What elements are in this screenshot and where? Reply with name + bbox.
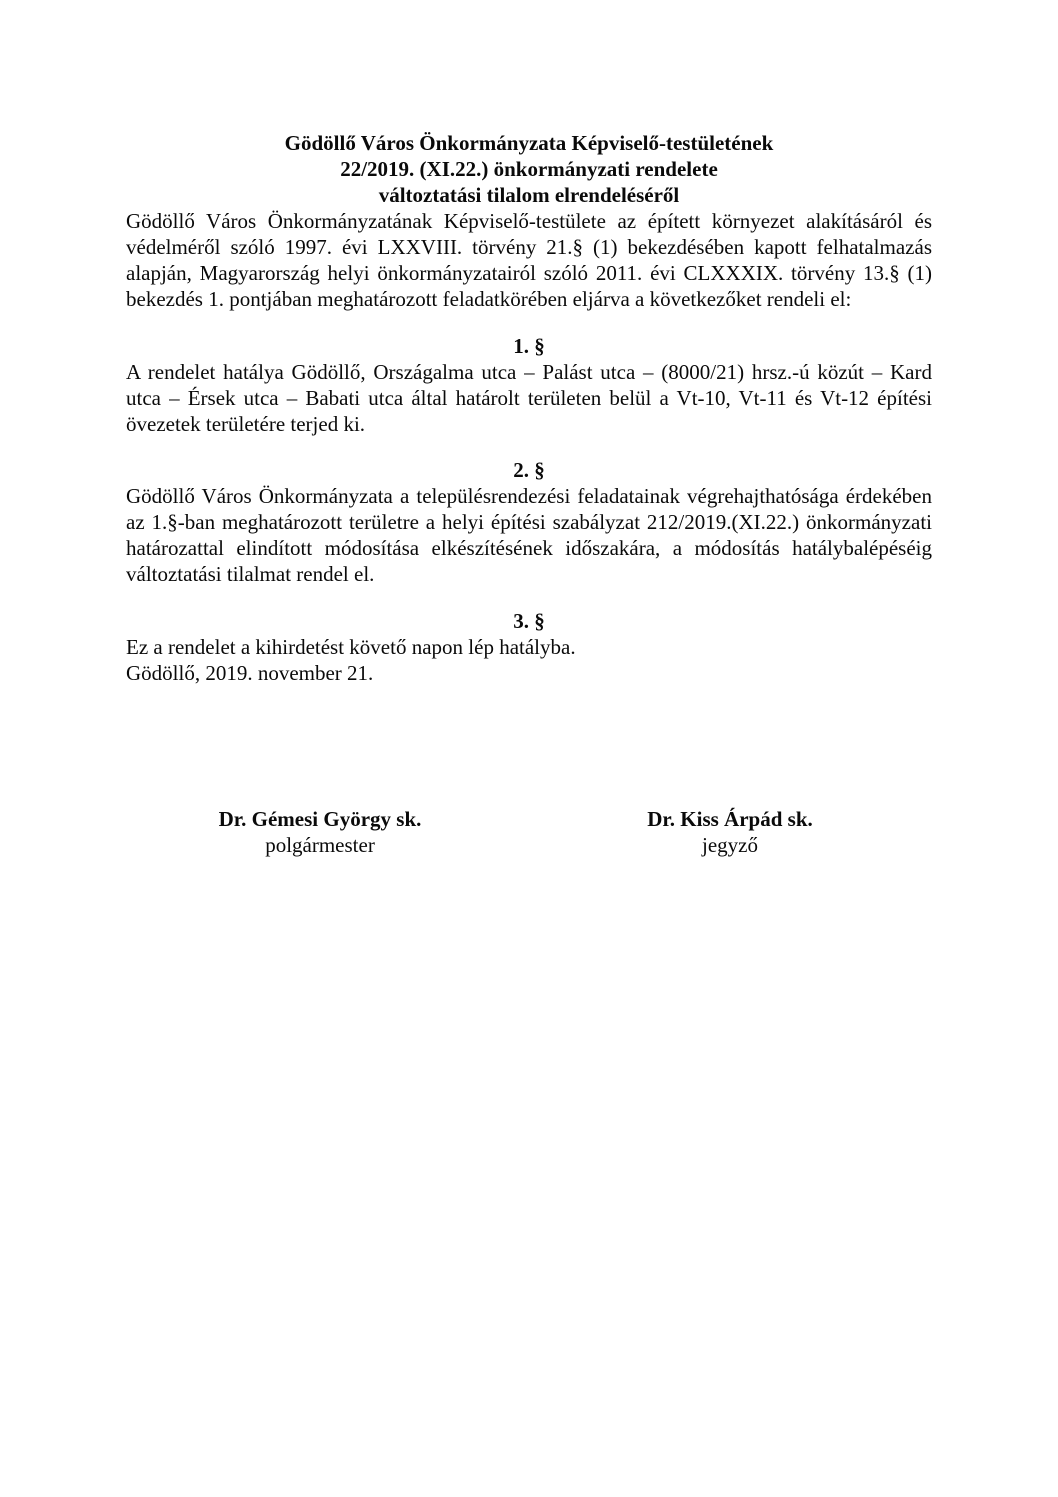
section-1-number: 1. § [513, 334, 545, 358]
signature-mayor-name: Dr. Gémesi György sk. [218, 807, 422, 831]
document-title [126, 130, 932, 208]
section-2-body: Gödöllő Város Önkormányzata a településrendezési feladatainak végrehajthatósága érdekében az 1.§-ban meghatározott területre a helyi építési szabályzat 212/2019.(XI.22.) önkormányzati határozattal elindított módosítása elkészítésének időszakára, a módosítás hatálybalépéséig változtatási tilalmat rendel el. [126, 484, 932, 586]
signature-clerk [560, 806, 900, 858]
dateline: Gödöllő, 2019. november 21. [126, 661, 374, 685]
signature-block [126, 806, 932, 858]
section-1-body: A rendelet hatálya Gödöllő, Országalma utca – Palást utca – (8000/21) hrsz.-ú közút – Kard utca – Érsek utca – Babati utca által határolt területen belül a Vt-10, Vt-11 és Vt-12 építési övezetek területére terjed ki. [126, 360, 932, 436]
preamble-paragraph: Gödöllő Város Önkormányzatának Képviselő-testülete az épített környezet alakításáról és védelméről szóló 1997. évi LXXVIII. törvény 21.§ (1) bekezdésében kapott felhatalmazás alapján, Magyarország helyi önkormányzatairól szóló 2011. évi CLXXXIX. törvény 13.§ (1) bekezdés 1. pontjában meghatározott feladatkörében eljárva a következőket rendeli el: [126, 209, 932, 311]
section-3-body: Ez a rendelet a kihirdetést követő napon lép hatályba. [126, 635, 576, 659]
title-line-2: 22/2019. (XI.22.) önkormányzati rendelete [340, 157, 718, 181]
title-line-1: Gödöllő Város Önkormányzata Képviselő-testületének [284, 131, 774, 155]
title-line-3: változtatási tilalom elrendeléséről [378, 183, 680, 207]
signature-mayor-role: polgármester [265, 833, 375, 857]
signature-clerk-role: jegyző [702, 833, 758, 857]
signature-clerk-name: Dr. Kiss Árpád sk. [647, 807, 813, 831]
signature-mayor [150, 806, 490, 858]
section-3-number: 3. § [513, 609, 545, 633]
section-2-number: 2. § [513, 458, 545, 482]
